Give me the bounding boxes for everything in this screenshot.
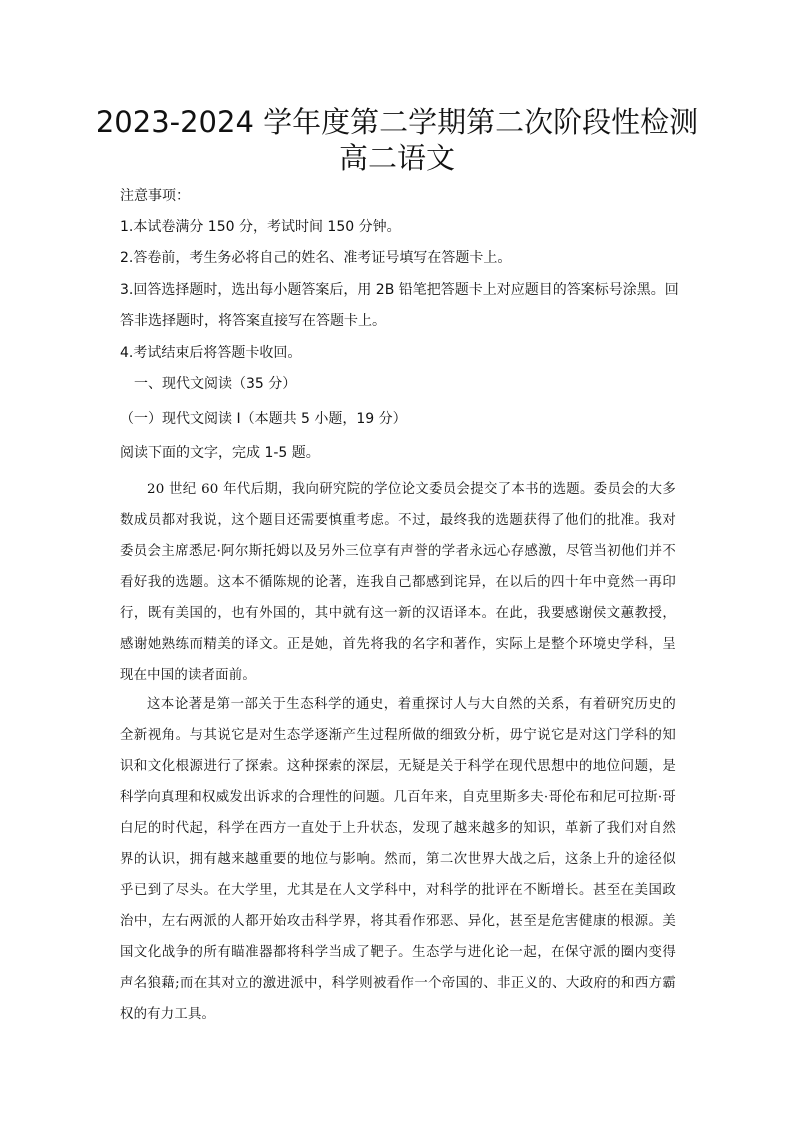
passage-paragraph-2: 这本论著是第一部关于生态科学的通史，着重探讨人与大自然的关系，有着研究历史的全新视角。与其说它是对生态学逐渐产生过程所做的细致分析，毋宁说它是对这门学科的知识和文化根源进行了探索。这种探索的深层，无疑是关于科学在现代思想中的地位问题，是科学向真理和权威发出诉求的合理性的问题。几百年来，自克里斯多夫·哥伦布和尼可拉斯·哥白尼的时代起，科学在西方一直处于上升状态，发现了越来越多的知识，革新了我们对自然界的认识，拥有越来越重要的地位与影响。然而，第二次世界大战之后，这条上升的途径似乎已到了尽头。在大学里，尤其是在人文学科中，对科学的批评在不断增长。甚至在美国政治中，左右两派的人都开始攻击科学界，将其看作邪恶、异化，甚至是危害健康的根源。美国文化战争的所有瞄准器都将科学当成了靶子。生态学与进化论一起，在保守派的圈内变得声名狼藉;而在其对立的激进派中，科学则被看作一个帝国的、非正义的、大政府的和西方霸权的有力工具。 bbox=[120, 697, 676, 1022]
notice-item-3-line-1: 3.回答选择题时，选出每小题答案后，用 2B 铅笔把答题卡上对应题目的答案标号涂黑。回 bbox=[120, 282, 679, 298]
notice-item-3-line-2: 答非选择题时，将答案直接写在答题卡上。 bbox=[120, 313, 386, 329]
notice-item-4: 4.考试结束后将答题卡收回。 bbox=[120, 345, 302, 361]
subsection-heading: （一）现代文阅读 I（本题共 5 小题，19 分） bbox=[120, 411, 407, 427]
exam-title: 2023-2024 学年度第二学期第二次阶段性检测 bbox=[95, 105, 699, 139]
section-heading: 一、现代文阅读（35 分） bbox=[134, 376, 297, 392]
notice-heading: 注意事项： bbox=[120, 188, 190, 204]
notice-item-2: 2.答卷前，考生务必将自己的姓名、准考证号填写在答题卡上。 bbox=[120, 250, 512, 266]
notice-item-1: 1.本试卷满分 150 分，考试时间 150 分钟。 bbox=[120, 219, 401, 235]
exam-subject: 高二语文 bbox=[338, 141, 455, 175]
passage-paragraph-1: 20 世纪 60 年代后期，我向研究院的学位论文委员会提交了本书的选题。委员会的大多数成员都对我说，这个题目还需要慎重考虑。不过，最终我的选题获得了他们的批准。我对委员会主席悉尼·阿尔斯托姆以及另外三位享有声誉的学者永远心存感激，尽管当初他们并不看好我的选题。这本不循陈规的论著，连我自己都感到诧异，在以后的四十年中竟然一再印行，既有美国的，也有外国的，其中就有这一新的汉语译本。在此，我要感谢侯文蕙教授，感谢她熟练而精美的译文。正是她，首先将我的名字和著作，实际上是整个环境史学科，呈现在中国的读者面前。 bbox=[120, 482, 676, 683]
reading-instruction: 阅读下面的文字，完成 1-5 题。 bbox=[120, 445, 320, 461]
